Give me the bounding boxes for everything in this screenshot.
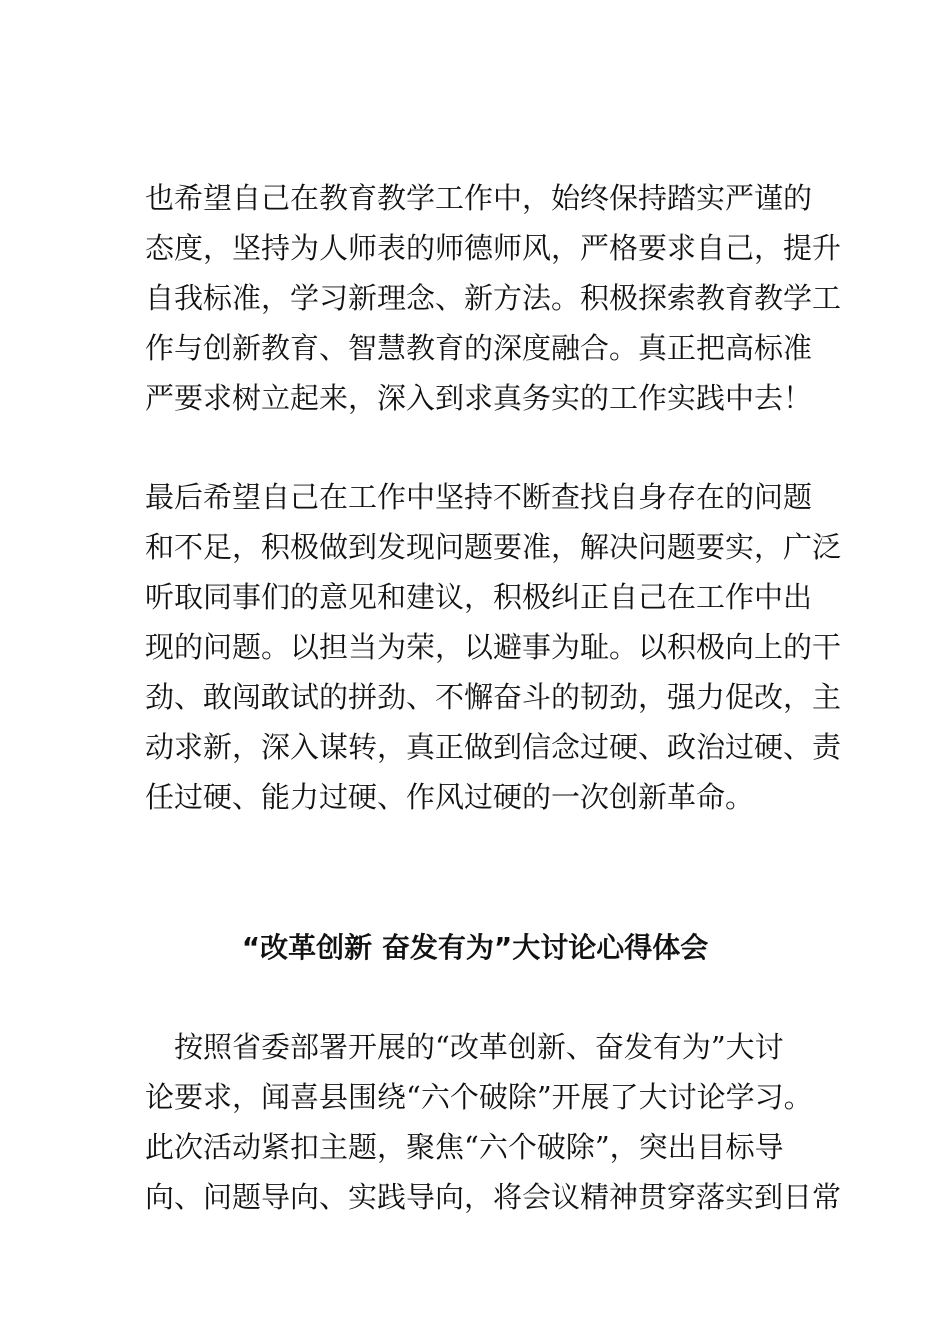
text-line: 听取同事们的意见和建议，积极纠正自己在工作中出 (145, 580, 813, 614)
paragraph-hopes-problems (145, 472, 842, 822)
text-line: 动求新，深入谋转，真正做到信念过硬、政治过硬、责 (145, 730, 842, 764)
text-line: 严要求树立起来，深入到求真务实的工作实践中去！ (145, 381, 813, 415)
text-line: 向、问题导向、实践导向，将会议精神贯穿落实到日常 (145, 1180, 842, 1214)
text-line: 按照省委部署开展的“改革创新、奋发有为”大讨 (145, 1030, 784, 1064)
text-line: 态度，坚持为人师表的师德师风，严格要求自己，提升 (145, 231, 842, 265)
text-line: 劲、敢闯敢试的拼劲、不懈奋斗的韧劲，强力促改，主 (145, 680, 842, 714)
text-line: 最后希望自己在工作中坚持不断查找自身存在的问题 (145, 480, 813, 514)
text-line: 现的问题。以担当为荣，以避事为耻。以积极向上的干 (145, 630, 842, 664)
text-line: 此次活动紧扣主题，聚焦“六个破除”，突出目标导 (145, 1130, 784, 1164)
paragraph-discussion-intro (145, 1022, 842, 1222)
text-line: 作与创新教育、智慧教育的深度融合。真正把高标准 (145, 331, 813, 365)
text-line: 也希望自己在教育教学工作中，始终保持踏实严谨的 (145, 181, 813, 215)
section-heading: “改革创新 奋发有为”大讨论心得体会 (241, 931, 709, 964)
text-line: 任过硬、能力过硬、作风过硬的一次创新革命。 (145, 780, 755, 814)
paragraph-hopes-teaching (145, 173, 842, 423)
text-line: 论要求，闻喜县围绕“六个破除”开展了大讨论学习。 (145, 1080, 813, 1114)
text-line: 自我标准，学习新理念、新方法。积极探索教育教学工 (145, 281, 842, 315)
text-line: 和不足，积极做到发现问题要准，解决问题要实，广泛 (145, 530, 842, 564)
